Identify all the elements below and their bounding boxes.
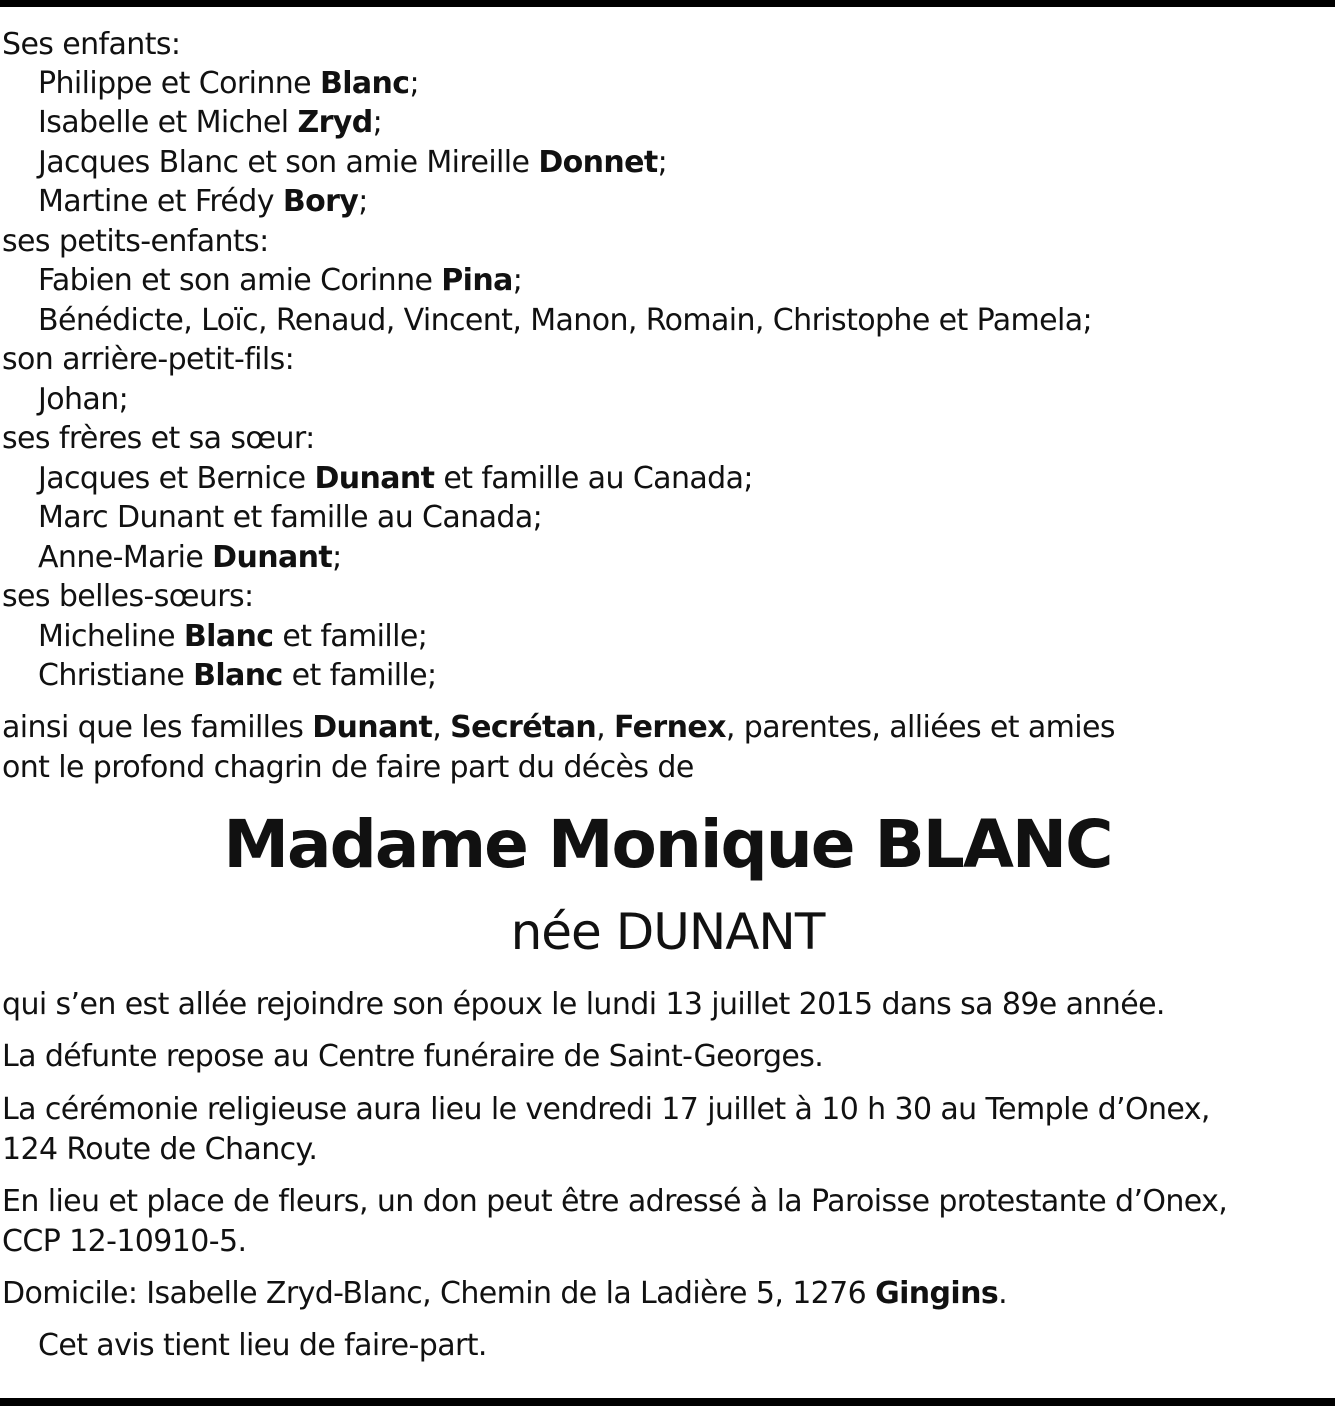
sisters-in-law-heading: ses belles-sœurs:: [2, 579, 254, 614]
death-line: qui s’en est allée rejoindre son époux le lundi 13 juillet 2015 dans sa 89e année.: [2, 987, 1165, 1022]
grandchild-entry: Fabien et son amie Corinne Pina;: [38, 263, 523, 298]
grandchildren-heading: ses petits-enfants:: [2, 224, 269, 259]
sibling-entry: Marc Dunant et famille au Canada;: [38, 500, 543, 535]
great-grandson-entry: Johan;: [38, 382, 129, 417]
child-entry: Isabelle et Michel Zryd;: [38, 105, 383, 140]
child-entry: Martine et Frédy Bory;: [38, 184, 368, 219]
donation-account: CCP 12-10910-5.: [2, 1224, 247, 1259]
donation-line: En lieu et place de fleurs, un don peut être adressé à la Paroisse protestante d’Onex,: [2, 1184, 1228, 1219]
ceremony-address: 124 Route de Chancy.: [2, 1132, 318, 1167]
sibling-entry: Anne-Marie Dunant;: [38, 540, 342, 575]
sister-in-law-entry: Christiane Blanc et famille;: [38, 658, 437, 693]
closing-line: Cet avis tient lieu de faire-part.: [38, 1328, 487, 1363]
child-entry: Jacques Blanc et son amie Mireille Donnet;: [38, 145, 668, 180]
children-heading: Ses enfants:: [2, 27, 181, 62]
families-line: ainsi que les familles Dunant, Secrétan, Fernex, parentes, alliées et amies: [2, 710, 1115, 745]
sibling-entry: Jacques et Bernice Dunant et famille au Canada;: [38, 461, 753, 496]
domicile-line: Domicile: Isabelle Zryd-Blanc, Chemin de la Ladière 5, 1276 Gingins.: [2, 1276, 1008, 1311]
child-entry: Philippe et Corinne Blanc;: [38, 66, 419, 101]
siblings-heading: ses frères et sa sœur:: [2, 421, 315, 456]
sister-in-law-entry: Micheline Blanc et famille;: [38, 619, 428, 654]
great-grandson-heading: son arrière-petit-fils:: [2, 342, 295, 377]
announcement-line: ont le profond chagrin de faire part du décès de: [2, 750, 694, 785]
grandchild-entry: Bénédicte, Loïc, Renaud, Vincent, Manon, Romain, Christophe et Pamela;: [38, 303, 1093, 338]
rest-line: La défunte repose au Centre funéraire de Saint-Georges.: [2, 1039, 824, 1074]
maiden-name: née DUNANT: [510, 903, 825, 961]
bottom-rule: [0, 1398, 1335, 1406]
deceased-name: Madame Monique BLANC: [223, 806, 1112, 883]
top-rule: [0, 0, 1335, 7]
ceremony-line: La cérémonie religieuse aura lieu le vendredi 17 juillet à 10 h 30 au Temple d’Onex,: [2, 1092, 1210, 1127]
